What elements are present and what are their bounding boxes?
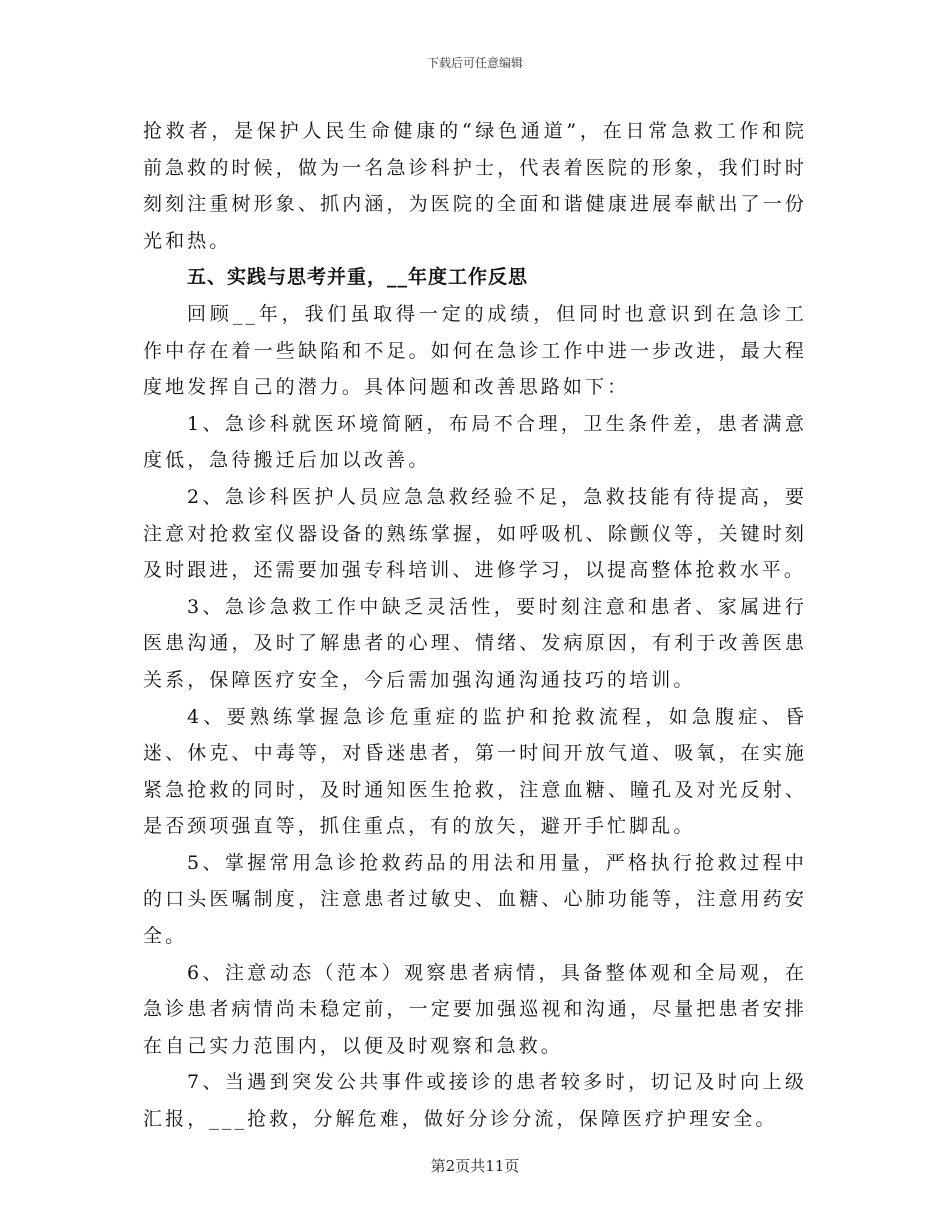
paragraph-intro: 抢救者，是保护人民生命健康的“绿色通道”，在日常急救工作和院前急救的时候，做为一名急诊科护士，代表着医院的形象，我们时时刻刻注重树形象、抓内涵，为医院的全面和谐健康进展奉献出了一份光和热。 bbox=[143, 120, 807, 252]
page-header: 下载后可任意编辑 bbox=[426, 56, 523, 70]
paragraph-item-2: 2、急诊科医护人员应急急救经验不足，急救技能有待提高，要注意对抢救室仪器设备的熟练掌握，如呼吸机、除颤仪等，关键时刻及时跟进，还需要加强专科培训、进修学习，以提高整体抢救水平。 bbox=[143, 485, 807, 582]
paragraph-item-4: 4、要熟练掌握急诊危重症的监护和抢救流程，如急腹症、昏迷、休克、中毒等，对昏迷患者，第一时间开放气道、吸氧，在实施紧急抢救的同时，及时通知医生抢救，注意血糖、瞳孔及对光反射、是否颈项强直等，抓住重点，有的放矢，避开手忙脚乱。 bbox=[143, 705, 807, 838]
paragraph-review: 回顾__年，我们虽取得一定的成绩，但同时也意识到在急诊工作中存在着一些缺陷和不足。如何在急诊工作中进一步改进，最大程度地发挥自己的潜力。具体问题和改善思路如下： bbox=[143, 302, 807, 399]
paragraph-item-6: 6、注意动态（范本）观察患者病情，具备整体观和全局观，在急诊患者病情尚未稳定前，一定要加强巡视和沟通，尽量把患者安排在自己实力范围内，以便及时观察和急救。 bbox=[143, 961, 807, 1057]
page-footer: 第2页共11页 bbox=[430, 1157, 520, 1175]
document-body bbox=[143, 113, 807, 1138]
section-heading: 五、实践与思考并重，__年度工作反思 bbox=[187, 266, 529, 289]
paragraph-item-7: 7、当遇到突发公共事件或接诊的患者较多时，切记及时向上级汇报，___抢救，分解危难，做好分诊分流，保障医疗护理安全。 bbox=[143, 1071, 807, 1131]
paragraph-item-1: 1、急诊科就医环境简陋，布局不合理，卫生条件差，患者满意度低，急待搬迁后加以改善。 bbox=[143, 412, 807, 472]
paragraph-item-5: 5、掌握常用急诊抢救药品的用法和用量，严格执行抢救过程中的口头医嘱制度，注意患者过敏史、血糖、心肺功能等，注意用药安全。 bbox=[143, 851, 807, 948]
paragraph-item-3: 3、急诊急救工作中缺乏灵活性，要时刻注意和患者、家属进行医患沟通，及时了解患者的心理、情绪、发病原因，有利于改善医患关系，保障医疗安全，今后需加强沟通沟通技巧的培训。 bbox=[143, 595, 807, 691]
